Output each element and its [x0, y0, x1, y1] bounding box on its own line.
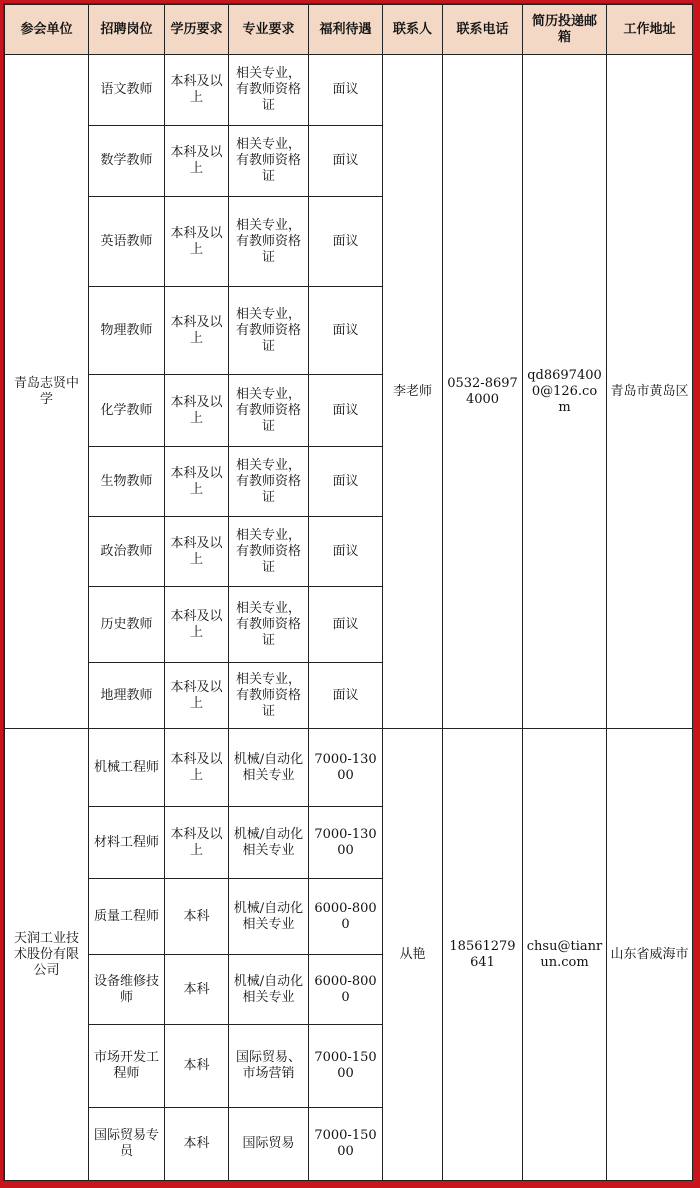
education-requirement: 本科 [165, 879, 229, 955]
header-address: 工作地址 [607, 5, 693, 55]
header-employer: 参会单位 [5, 5, 89, 55]
major-requirement: 相关专业，有教师资格证 [229, 287, 309, 375]
education-requirement: 本科及以上 [165, 375, 229, 447]
header-position: 招聘岗位 [89, 5, 165, 55]
salary: 面议 [309, 663, 383, 729]
major-requirement: 相关专业，有教师资格证 [229, 197, 309, 287]
resume-email: chsu@tianrun.com [523, 729, 607, 1181]
position-title: 国际贸易专员 [89, 1108, 165, 1181]
position-title: 材料工程师 [89, 807, 165, 879]
education-requirement: 本科及以上 [165, 197, 229, 287]
employer-name: 青岛志贤中学 [5, 55, 89, 729]
position-title: 质量工程师 [89, 879, 165, 955]
header-salary: 福利待遇 [309, 5, 383, 55]
position-title: 生物教师 [89, 447, 165, 517]
major-requirement: 相关专业，有教师资格证 [229, 55, 309, 126]
major-requirement: 相关专业，有教师资格证 [229, 517, 309, 587]
contact-phone: 18561279641 [443, 729, 523, 1181]
major-requirement: 机械/自动化相关专业 [229, 879, 309, 955]
salary: 面议 [309, 126, 383, 197]
position-title: 地理教师 [89, 663, 165, 729]
position-title: 政治教师 [89, 517, 165, 587]
major-requirement: 相关专业，有教师资格证 [229, 587, 309, 663]
salary: 面议 [309, 55, 383, 126]
table-row [5, 729, 693, 807]
salary: 面议 [309, 447, 383, 517]
position-title: 历史教师 [89, 587, 165, 663]
salary: 面议 [309, 197, 383, 287]
major-requirement: 相关专业，有教师资格证 [229, 126, 309, 197]
salary: 面议 [309, 517, 383, 587]
major-requirement: 相关专业，有教师资格证 [229, 375, 309, 447]
education-requirement: 本科及以上 [165, 663, 229, 729]
salary: 7000-15000 [309, 1108, 383, 1181]
major-requirement: 相关专业，有教师资格证 [229, 663, 309, 729]
position-title: 物理教师 [89, 287, 165, 375]
work-address: 山东省威海市 [607, 729, 693, 1181]
salary: 6000-8000 [309, 879, 383, 955]
position-title: 化学教师 [89, 375, 165, 447]
position-title: 数学教师 [89, 126, 165, 197]
resume-email: qd86974000@126.com [523, 55, 607, 729]
major-requirement: 机械/自动化相关专业 [229, 729, 309, 807]
education-requirement: 本科 [165, 1108, 229, 1181]
major-requirement: 国际贸易 [229, 1108, 309, 1181]
position-title: 设备维修技师 [89, 955, 165, 1025]
work-address: 青岛市黄岛区 [607, 55, 693, 729]
education-requirement: 本科及以上 [165, 587, 229, 663]
education-requirement: 本科及以上 [165, 517, 229, 587]
header-email: 简历投递邮箱 [523, 5, 607, 55]
header-phone: 联系电话 [443, 5, 523, 55]
salary: 6000-8000 [309, 955, 383, 1025]
contact-person: 李老师 [383, 55, 443, 729]
header-contact: 联系人 [383, 5, 443, 55]
salary: 7000-13000 [309, 729, 383, 807]
position-title: 市场开发工程师 [89, 1025, 165, 1108]
salary: 7000-15000 [309, 1025, 383, 1108]
header-education: 学历要求 [165, 5, 229, 55]
position-title: 机械工程师 [89, 729, 165, 807]
employer-name: 天润工业技术股份有限公司 [5, 729, 89, 1181]
education-requirement: 本科及以上 [165, 729, 229, 807]
education-requirement: 本科及以上 [165, 807, 229, 879]
major-requirement: 相关专业，有教师资格证 [229, 447, 309, 517]
salary: 面议 [309, 287, 383, 375]
recruitment-table [4, 4, 693, 1181]
salary: 面议 [309, 375, 383, 447]
position-title: 语文教师 [89, 55, 165, 126]
header-row [5, 5, 693, 55]
education-requirement: 本科及以上 [165, 126, 229, 197]
contact-phone: 0532-86974000 [443, 55, 523, 729]
recruitment-table-frame [4, 4, 692, 1180]
salary: 面议 [309, 587, 383, 663]
education-requirement: 本科及以上 [165, 287, 229, 375]
header-major: 专业要求 [229, 5, 309, 55]
contact-person: 从艳 [383, 729, 443, 1181]
major-requirement: 国际贸易、市场营销 [229, 1025, 309, 1108]
position-title: 英语教师 [89, 197, 165, 287]
major-requirement: 机械/自动化相关专业 [229, 955, 309, 1025]
major-requirement: 机械/自动化相关专业 [229, 807, 309, 879]
education-requirement: 本科及以上 [165, 447, 229, 517]
education-requirement: 本科及以上 [165, 55, 229, 126]
table-row [5, 55, 693, 126]
education-requirement: 本科 [165, 1025, 229, 1108]
education-requirement: 本科 [165, 955, 229, 1025]
salary: 7000-13000 [309, 807, 383, 879]
